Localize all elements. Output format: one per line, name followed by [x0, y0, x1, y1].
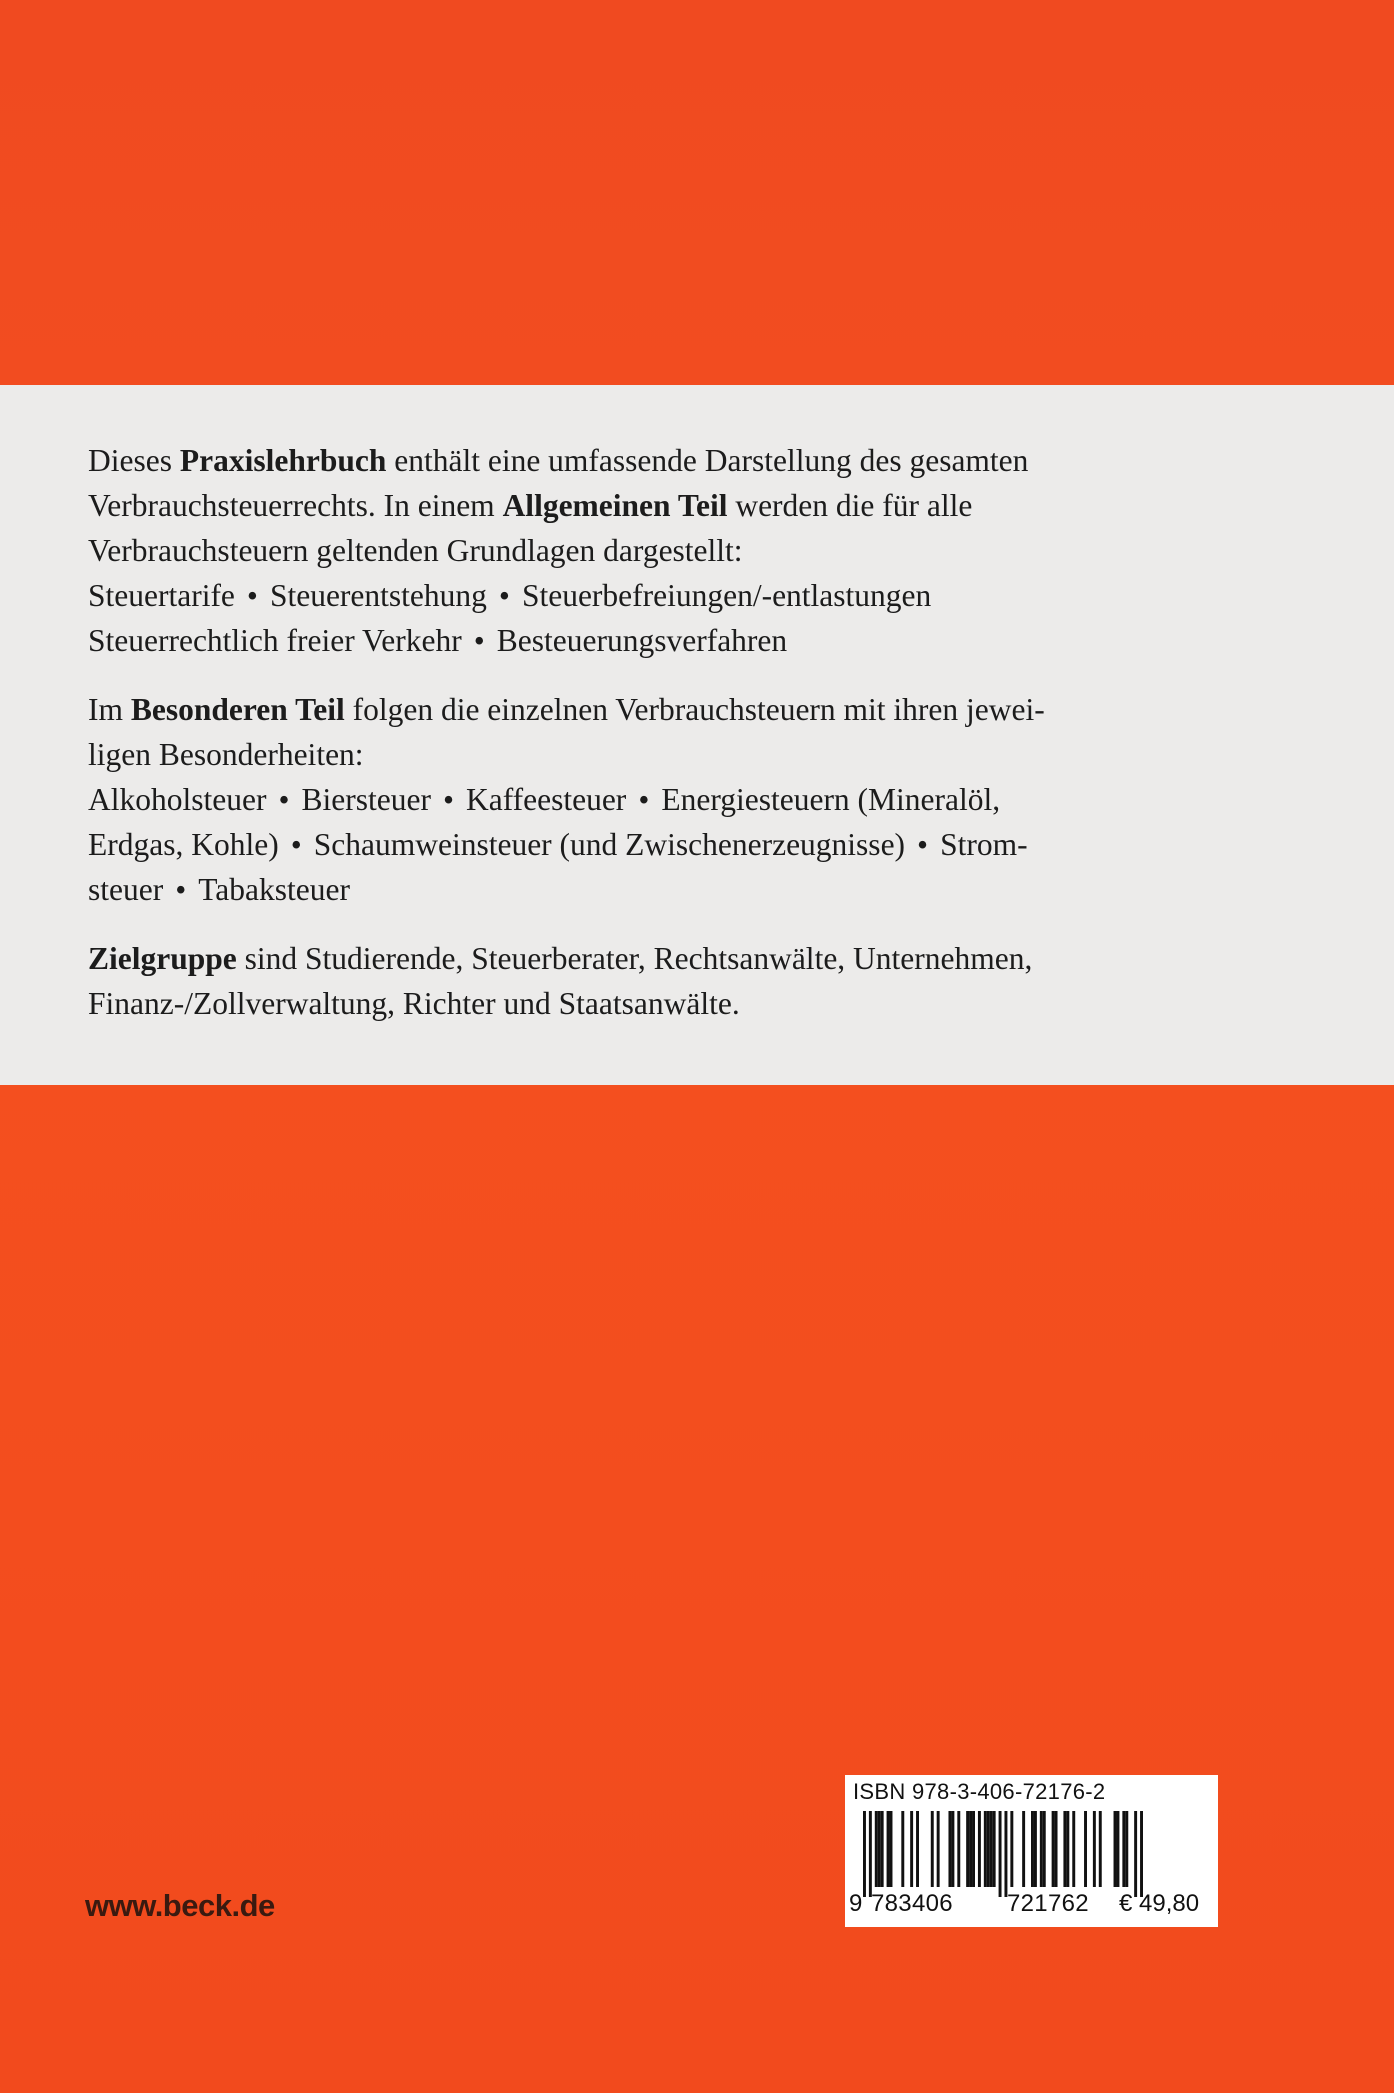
- barcode-guard-bar: [1004, 1811, 1007, 1897]
- barcode-bar: [1072, 1811, 1075, 1887]
- publisher-website: www.beck.de: [85, 1888, 275, 1923]
- barcode-digit-first: 9: [849, 1890, 863, 1917]
- text-line: Finanz-/Zollverwaltung, Richter und Staatsanwälte.: [88, 986, 740, 1021]
- text-line: ligen Besonderheiten:: [88, 737, 364, 772]
- barcode-bar: [1055, 1811, 1058, 1887]
- barcode-bar: [1116, 1811, 1119, 1887]
- barcode-bar: [937, 1811, 940, 1887]
- barcode-bar: [984, 1811, 987, 1887]
- barcode-digits-right: 721762: [1007, 1890, 1089, 1917]
- bullet-separator: •: [246, 578, 258, 613]
- barcode-bar: [948, 1811, 951, 1887]
- bullet-separator: •: [498, 578, 510, 613]
- barcode-bar: [878, 1811, 881, 1887]
- barcode-bar: [901, 1811, 904, 1887]
- barcode-bar: [990, 1811, 993, 1887]
- barcode-bar: [931, 1811, 934, 1887]
- barcode-digits-left: 783406: [871, 1890, 953, 1917]
- topic-list-line: Steuertarife • Steuerentstehung • Steuerbefreiungen/-entlastungen: [88, 573, 1228, 618]
- barcode-guard-bar: [1134, 1811, 1137, 1897]
- barcode-bar: [972, 1811, 975, 1887]
- description-paragraph-audience: [88, 936, 1228, 1026]
- barcode-guard-bar: [999, 1811, 1002, 1897]
- barcode-bar: [951, 1811, 954, 1887]
- barcode-bar: [978, 1811, 981, 1887]
- barcode-bar: [1010, 1811, 1013, 1887]
- topic-list-line: Steuerrechtlich freier Verkehr • Besteuerungsverfahren: [88, 618, 1228, 663]
- bullet-separator: •: [290, 827, 302, 862]
- barcode-bar: [1052, 1811, 1055, 1887]
- barcode-bar: [1114, 1811, 1117, 1887]
- bullet-separator: •: [442, 782, 454, 817]
- description-paragraph-general: [88, 438, 1228, 663]
- bullet-separator: •: [175, 872, 187, 907]
- barcode-bar: [1122, 1811, 1125, 1887]
- description-paragraph-special: [88, 687, 1228, 912]
- bullet-separator: •: [638, 782, 650, 817]
- barcode-bar: [1099, 1811, 1102, 1887]
- barcode-bar: [890, 1811, 893, 1887]
- barcode-guard-bar: [863, 1811, 866, 1897]
- barcode-bar: [1034, 1811, 1037, 1887]
- barcode-bar: [1031, 1811, 1034, 1887]
- barcode-bar: [1125, 1811, 1128, 1887]
- barcode-bar: [1063, 1811, 1066, 1887]
- barcode-bar: [1022, 1811, 1025, 1887]
- barcode-bar: [910, 1811, 913, 1887]
- barcode-guard-bar: [1140, 1811, 1143, 1897]
- barcode-bar: [887, 1811, 890, 1887]
- barcode-guard-bar: [869, 1811, 872, 1897]
- barcode-bar: [1040, 1811, 1043, 1887]
- text-line: Zielgruppe sind Studierende, Steuerberater, Rechtsanwälte, Unternehmen,: [88, 941, 1033, 976]
- isbn-barcode-label: [845, 1775, 1218, 1927]
- text-line: Verbrauchsteuerrechts. In einem Allgemeinen Teil werden die für alle: [88, 488, 973, 523]
- price-label: € 49,80: [1119, 1890, 1200, 1917]
- barcode-bar: [993, 1811, 996, 1887]
- ean-barcode: [863, 1811, 1143, 1897]
- emphasis-zielgruppe: Zielgruppe: [88, 941, 237, 976]
- text-line: Dieses Praxislehrbuch enthält eine umfassende Darstellung des gesamten: [88, 443, 1029, 478]
- bullet-separator: •: [473, 623, 485, 658]
- barcode-bar: [875, 1811, 878, 1887]
- bullet-separator: •: [917, 827, 929, 862]
- barcode-bar: [987, 1811, 990, 1887]
- barcode-bar: [881, 1811, 884, 1887]
- book-description: [88, 438, 1228, 1026]
- barcode-bar: [969, 1811, 972, 1887]
- barcode-bar: [1066, 1811, 1069, 1887]
- text-line: Im Besonderen Teil folgen die einzelnen Verbrauchsteuern mit ihren jewei-: [88, 692, 1045, 727]
- barcode-bar: [1093, 1811, 1096, 1887]
- barcode-bar: [957, 1811, 960, 1887]
- topic-list-line: Erdgas, Kohle) • Schaumweinsteuer (und Zwischenerzeugnisse) • Strom-: [88, 822, 1228, 867]
- topic-list-line: steuer • Tabaksteuer: [88, 867, 1228, 912]
- barcode-bar: [916, 1811, 919, 1887]
- isbn-number: ISBN 978-3-406-72176-2: [853, 1779, 1106, 1804]
- topic-list-line: Alkoholsteuer • Biersteuer • Kaffeesteuer • Energiesteuern (Mineralöl,: [88, 777, 1228, 822]
- text-line: Verbrauchsteuern geltenden Grundlagen dargestellt:: [88, 533, 743, 568]
- barcode-bar: [1043, 1811, 1046, 1887]
- emphasis-praxislehrbuch: Praxislehrbuch: [179, 443, 387, 478]
- barcode-bar: [1084, 1811, 1087, 1887]
- barcode-bar: [966, 1811, 969, 1887]
- bullet-separator: •: [278, 782, 290, 817]
- emphasis-besonderer-teil: Besonderen Teil: [130, 692, 345, 727]
- emphasis-allgemeiner-teil: Allgemeinen Teil: [502, 488, 728, 523]
